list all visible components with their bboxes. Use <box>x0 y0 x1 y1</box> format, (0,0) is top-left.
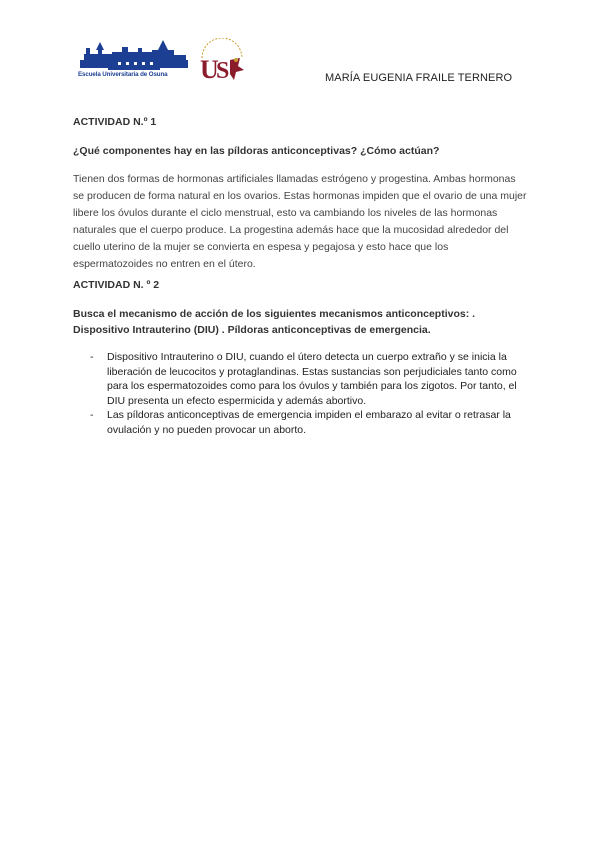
list-item <box>73 408 533 437</box>
bullet-marker: - <box>90 351 94 363</box>
page-header <box>0 0 600 100</box>
activity-1-question: ¿Qué componentes hay en las píldoras anticonceptivas? ¿Cómo actúan? <box>73 145 440 157</box>
list-item-text: Dispositivo Intrauterino o DIU, cuando el útero detecta un cuerpo extraño y se inicia la liberación de leucocitos y protaglandinas. Estas sustancias son perjudiciales tanto como para los espermatozoides como para los óvulos y también para los zigotos. Por tanto, el DIU presenta un efecto espermicida y además abortivo. <box>107 351 517 407</box>
svg-text:S: S <box>216 58 230 84</box>
activity-1-answer: Tienen dos formas de hormonas artificiales llamadas estrógeno y progestina. Ambas hormonas se producen de forma natural en los ovarios. Estas hormonas impiden que el ovario de una mujer libere los óvulos durante el ciclo menstrual, esto va cambiando los niveles de las hormonas naturales que el cuerpo produce. La progestina además hace que la mucosidad alrededor del cuello uterino de la mujer se convierta en espesa y pegajosa y esto hace que los espermatozoides no entren en el útero. <box>73 173 527 270</box>
activity-2-heading: ACTIVIDAD N. º 2 <box>73 279 160 291</box>
building-icon <box>78 40 190 72</box>
list-item-text: Las píldoras anticonceptivas de emergencia impiden el embarazo al evitar o retrasar la ovulación y no pueden provocar un aborto. <box>107 409 511 436</box>
universidad-sevilla-logo <box>196 38 248 84</box>
activity-2-question: Busca el mecanismo de acción de los siguientes mecanismos anticonceptivos: . Dispositivo Intrauterino (DIU) . Píldoras anticonceptivas de emergencia. <box>73 308 476 336</box>
escuela-osuna-logo <box>78 40 190 82</box>
activity-1-heading: ACTIVIDAD N.º 1 <box>73 116 157 128</box>
author-name: MARÍA EUGENIA FRAILE TERNERO <box>325 72 513 84</box>
list-item <box>73 350 533 408</box>
logo-left-caption: Escuela Universitaria de Osuna <box>78 71 168 78</box>
mechanisms-list <box>73 350 533 438</box>
bullet-marker: - <box>90 409 94 422</box>
university-seal-icon <box>196 38 248 84</box>
svg-text:U: U <box>200 55 219 84</box>
